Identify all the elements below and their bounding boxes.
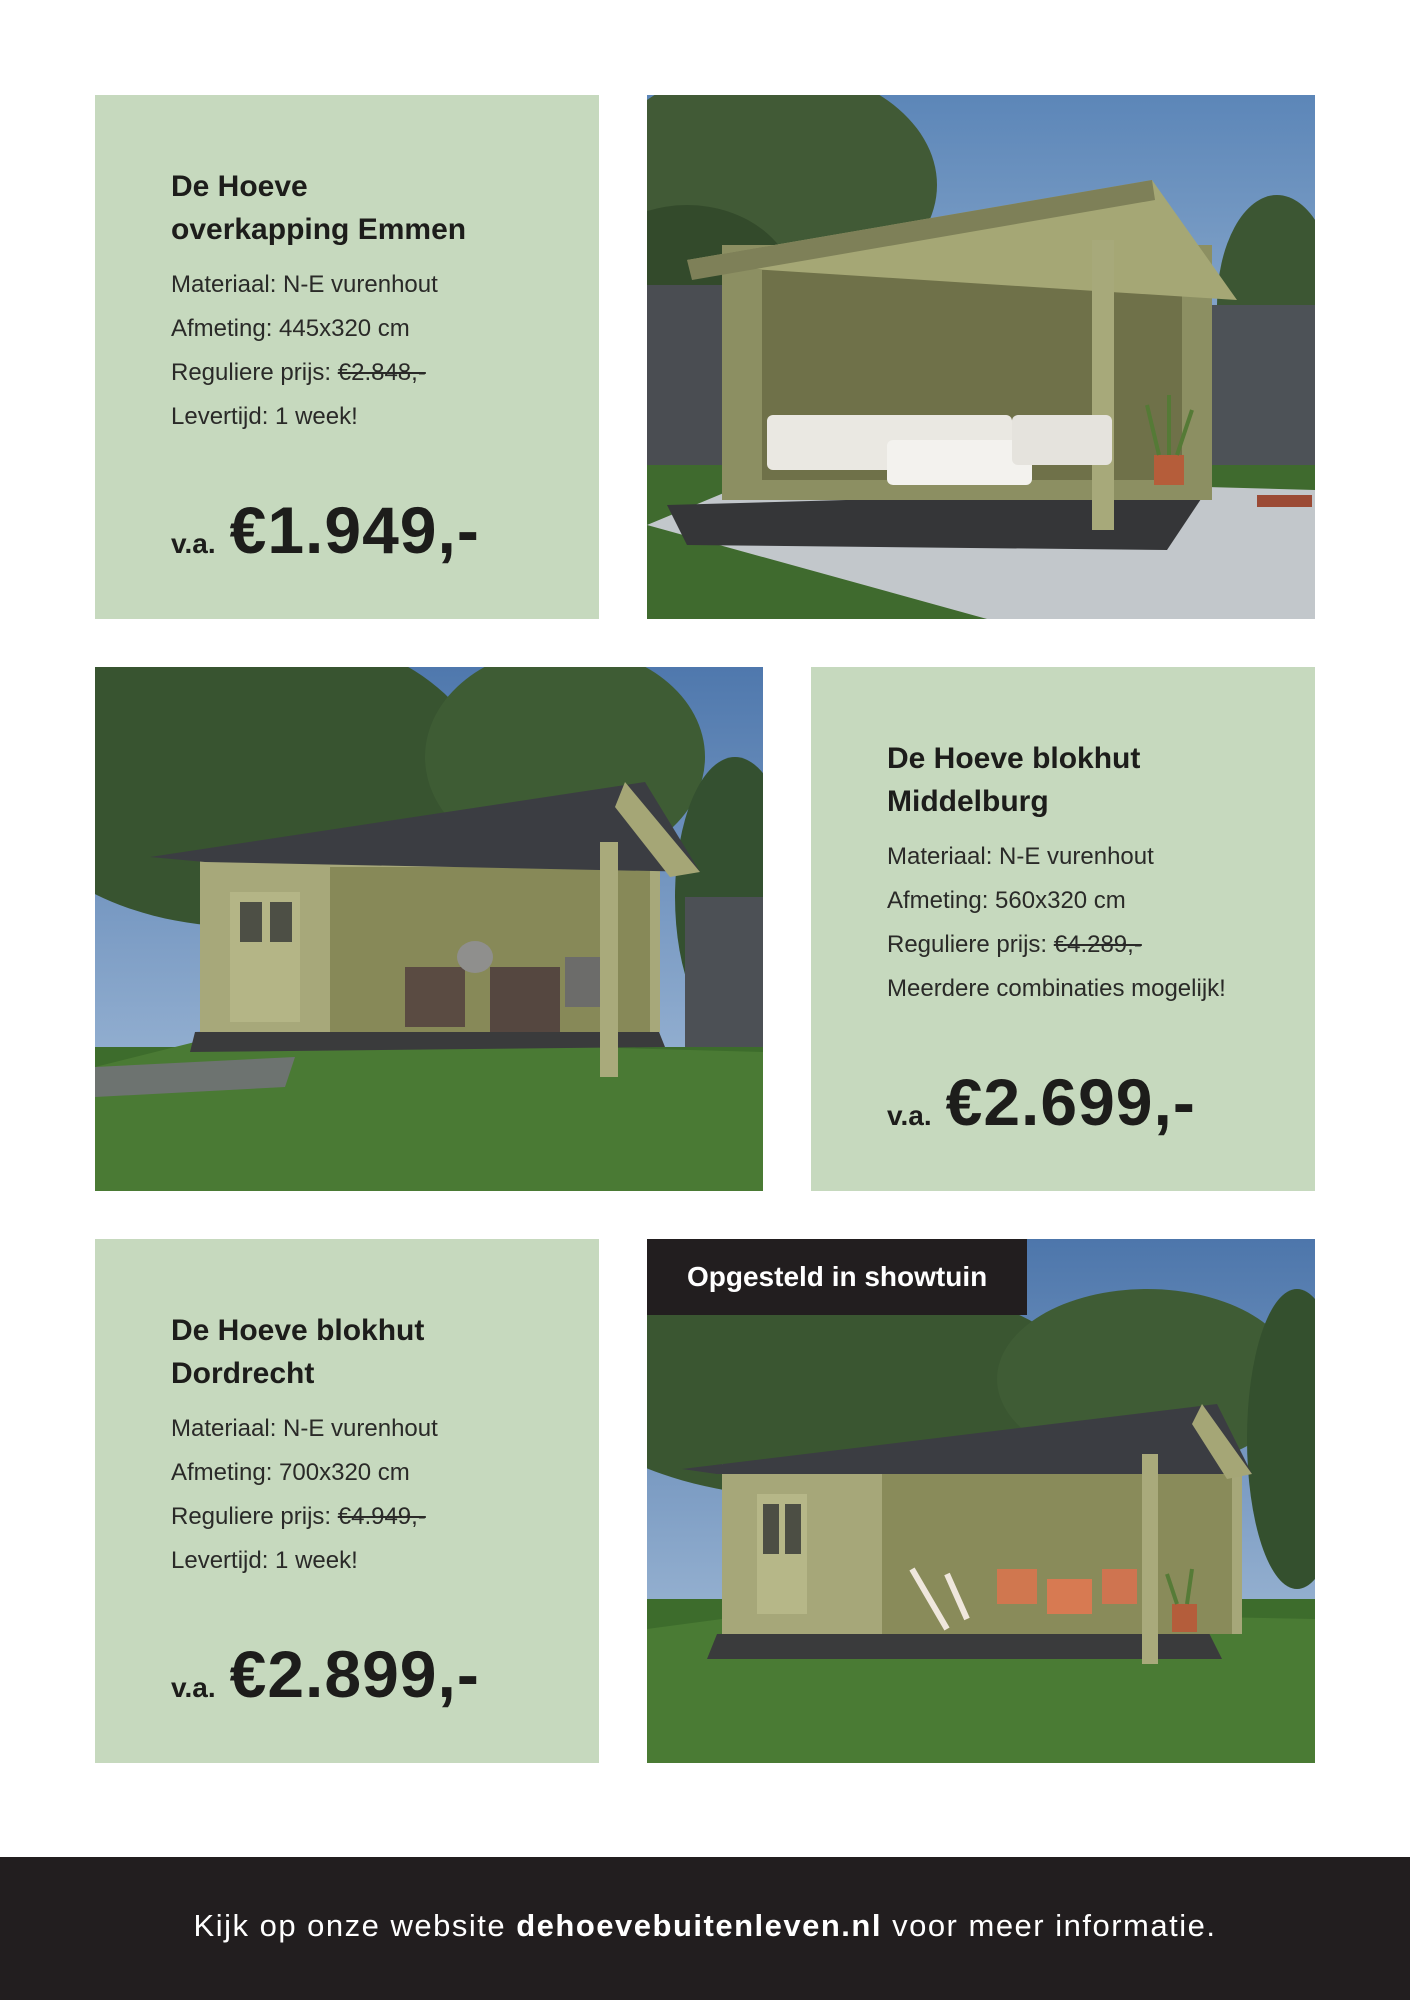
sale-price: v.a. €2.899,- bbox=[171, 1637, 480, 1711]
website-link[interactable]: dehoevebuitenleven.nl bbox=[516, 1907, 882, 1943]
size-spec: Afmeting: 700x320 cm bbox=[171, 1459, 410, 1486]
old-price: €2.848,- bbox=[337, 359, 426, 386]
footer-banner bbox=[0, 1857, 1410, 2000]
product-photo-emmen bbox=[647, 95, 1315, 619]
product-title: De Hoeve blokhut Middelburg bbox=[887, 742, 1141, 818]
product-title: De Hoeve overkapping Emmen bbox=[171, 170, 467, 246]
sale-price: v.a. €1.949,- bbox=[171, 493, 480, 567]
product-title: De Hoeve blokhut Dordrecht bbox=[171, 1314, 425, 1390]
delivery-info: Levertijd: 1 week! bbox=[171, 403, 358, 430]
regular-price: Reguliere prijs: €2.848,- bbox=[171, 359, 426, 386]
product-card-dordrecht bbox=[95, 1239, 599, 1763]
product-photo-dordrecht bbox=[647, 1239, 1315, 1763]
showtuin-badge: Opgesteld in showtuin bbox=[647, 1239, 1027, 1315]
size-spec: Afmeting: 445x320 cm bbox=[171, 315, 410, 342]
material-spec: Materiaal: N-E vurenhout bbox=[171, 1415, 438, 1442]
combinations-info: Meerdere combinaties mogelijk! bbox=[887, 975, 1226, 1002]
product-card-middelburg bbox=[811, 667, 1315, 1191]
material-spec: Materiaal: N-E vurenhout bbox=[171, 271, 438, 298]
size-spec: Afmeting: 560x320 cm bbox=[887, 887, 1126, 914]
product-card-emmen bbox=[95, 95, 599, 619]
material-spec: Materiaal: N-E vurenhout bbox=[887, 843, 1154, 870]
sale-price: v.a. €2.699,- bbox=[887, 1065, 1196, 1139]
old-price: €4.949,- bbox=[337, 1503, 426, 1530]
regular-price: Reguliere prijs: €4.949,- bbox=[171, 1503, 426, 1530]
delivery-info: Levertijd: 1 week! bbox=[171, 1547, 358, 1574]
old-price: €4.289,- bbox=[1053, 931, 1142, 958]
footer-prefix: Kijk op onze website bbox=[193, 1907, 507, 1943]
product-photo-middelburg bbox=[95, 667, 763, 1191]
regular-price: Reguliere prijs: €4.289,- bbox=[887, 931, 1142, 958]
footer-suffix: voor meer informatie. bbox=[892, 1907, 1217, 1943]
